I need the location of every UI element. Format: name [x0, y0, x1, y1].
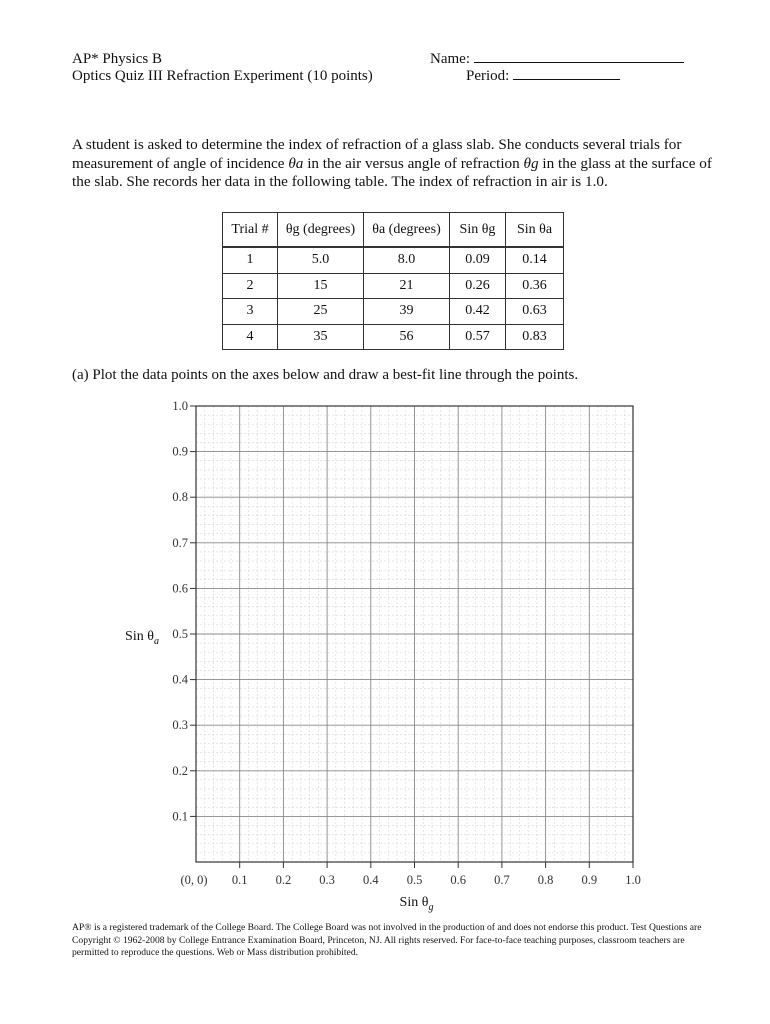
- copyright-footer: AP® is a registered trademark of the College Board. The College Board was not involved in the production of and does not endorse this product. Test Questions are Copyright © 1962-2008 by College Entrance Examination Board, Princeton, NJ. All rights reserved. For face-to-face teaching purposes, classroom teachers are permitted to reproduce the questions. Web or Mass distribution prohibited.: [72, 922, 702, 959]
- header-cell: θa (degrees): [364, 213, 450, 248]
- intro-text-3: in the glass at the surface of the slab. She records her data in the following table. The index of refraction in air is 1.0.: [72, 154, 712, 190]
- x-tick-label: 0.7: [494, 873, 510, 887]
- table-cell: 4: [223, 324, 278, 350]
- table-cell: 0.57: [450, 324, 506, 350]
- period-label: Period:: [466, 68, 510, 84]
- table-cell: 3: [223, 299, 278, 325]
- y-tick-label: 0.7: [172, 535, 188, 550]
- course-title: AP* Physics B: [72, 51, 163, 67]
- table-cell: 0.63: [506, 299, 564, 325]
- y-tick-label: 1.0: [172, 399, 188, 413]
- question-a: (a) Plot the data points on the axes below and draw a best-fit line through the points.: [72, 367, 579, 383]
- table-cell: 2: [223, 273, 278, 299]
- y-tick-label: 0.2: [172, 763, 188, 778]
- quiz-title: Optics Quiz III Refraction Experiment (10 points): [72, 68, 373, 84]
- table-cell: 15: [278, 273, 364, 299]
- name-label: Name:: [430, 51, 470, 67]
- x-tick-label: 0.6: [450, 873, 467, 887]
- header-cell: Sin θa: [506, 213, 564, 248]
- y-tick-label: 0.9: [172, 444, 188, 459]
- theta-a-var: θa: [288, 154, 304, 172]
- table-cell: 35: [278, 324, 364, 350]
- origin-label: (0, 0): [180, 873, 208, 887]
- y-tick-label: 0.1: [172, 809, 188, 824]
- x-tick-label: 0.1: [231, 873, 248, 887]
- table-cell: 0.26: [450, 273, 506, 299]
- y-axis-label: Sin $\theta_a$: [125, 629, 159, 647]
- x-axis-label: Sin $\theta_g$: [399, 895, 434, 913]
- table-cell: 0.83: [506, 324, 564, 350]
- table-cell: 5.0: [278, 247, 364, 273]
- x-tick-label: 0.2: [275, 873, 292, 887]
- theta-g-var: θg: [523, 154, 539, 172]
- table-cell: 25: [278, 299, 364, 325]
- x-tick-label: 0.4: [362, 873, 379, 887]
- y-tick-label: 0.4: [172, 672, 188, 687]
- y-tick-label: 0.6: [172, 581, 188, 596]
- table-cell: 0.36: [506, 273, 564, 299]
- table-cell: 8.0: [364, 247, 450, 273]
- y-tick-label: 0.3: [172, 718, 188, 733]
- y-tick-label: 0.5: [172, 627, 188, 641]
- table-cell: 0.14: [506, 247, 564, 273]
- intro-text-2: in the air versus angle of refraction: [303, 154, 524, 172]
- y-tick-label: 0.8: [172, 490, 188, 505]
- x-tick-label: 1.0: [625, 873, 641, 887]
- intro-text-1: A student is asked to determine the index of refraction of a glass slab. She conducts several trials for measurement of angle of incidence: [72, 136, 682, 172]
- x-tick-label: 0.8: [537, 873, 554, 887]
- x-tick-label: 0.3: [319, 873, 335, 887]
- header-cell: θg (degrees): [278, 213, 364, 248]
- table-cell: 39: [364, 299, 450, 325]
- table-cell: 56: [364, 324, 450, 350]
- table-cell: 1: [223, 247, 278, 273]
- table-cell: 0.09: [450, 247, 506, 273]
- x-tick-label: 0.5: [406, 873, 423, 887]
- x-tick-label: 0.9: [581, 873, 598, 887]
- header-cell: Sin θg: [450, 213, 506, 248]
- table-cell: 0.42: [450, 299, 506, 325]
- header-cell: Trial #: [223, 213, 278, 248]
- table-cell: 21: [364, 273, 450, 299]
